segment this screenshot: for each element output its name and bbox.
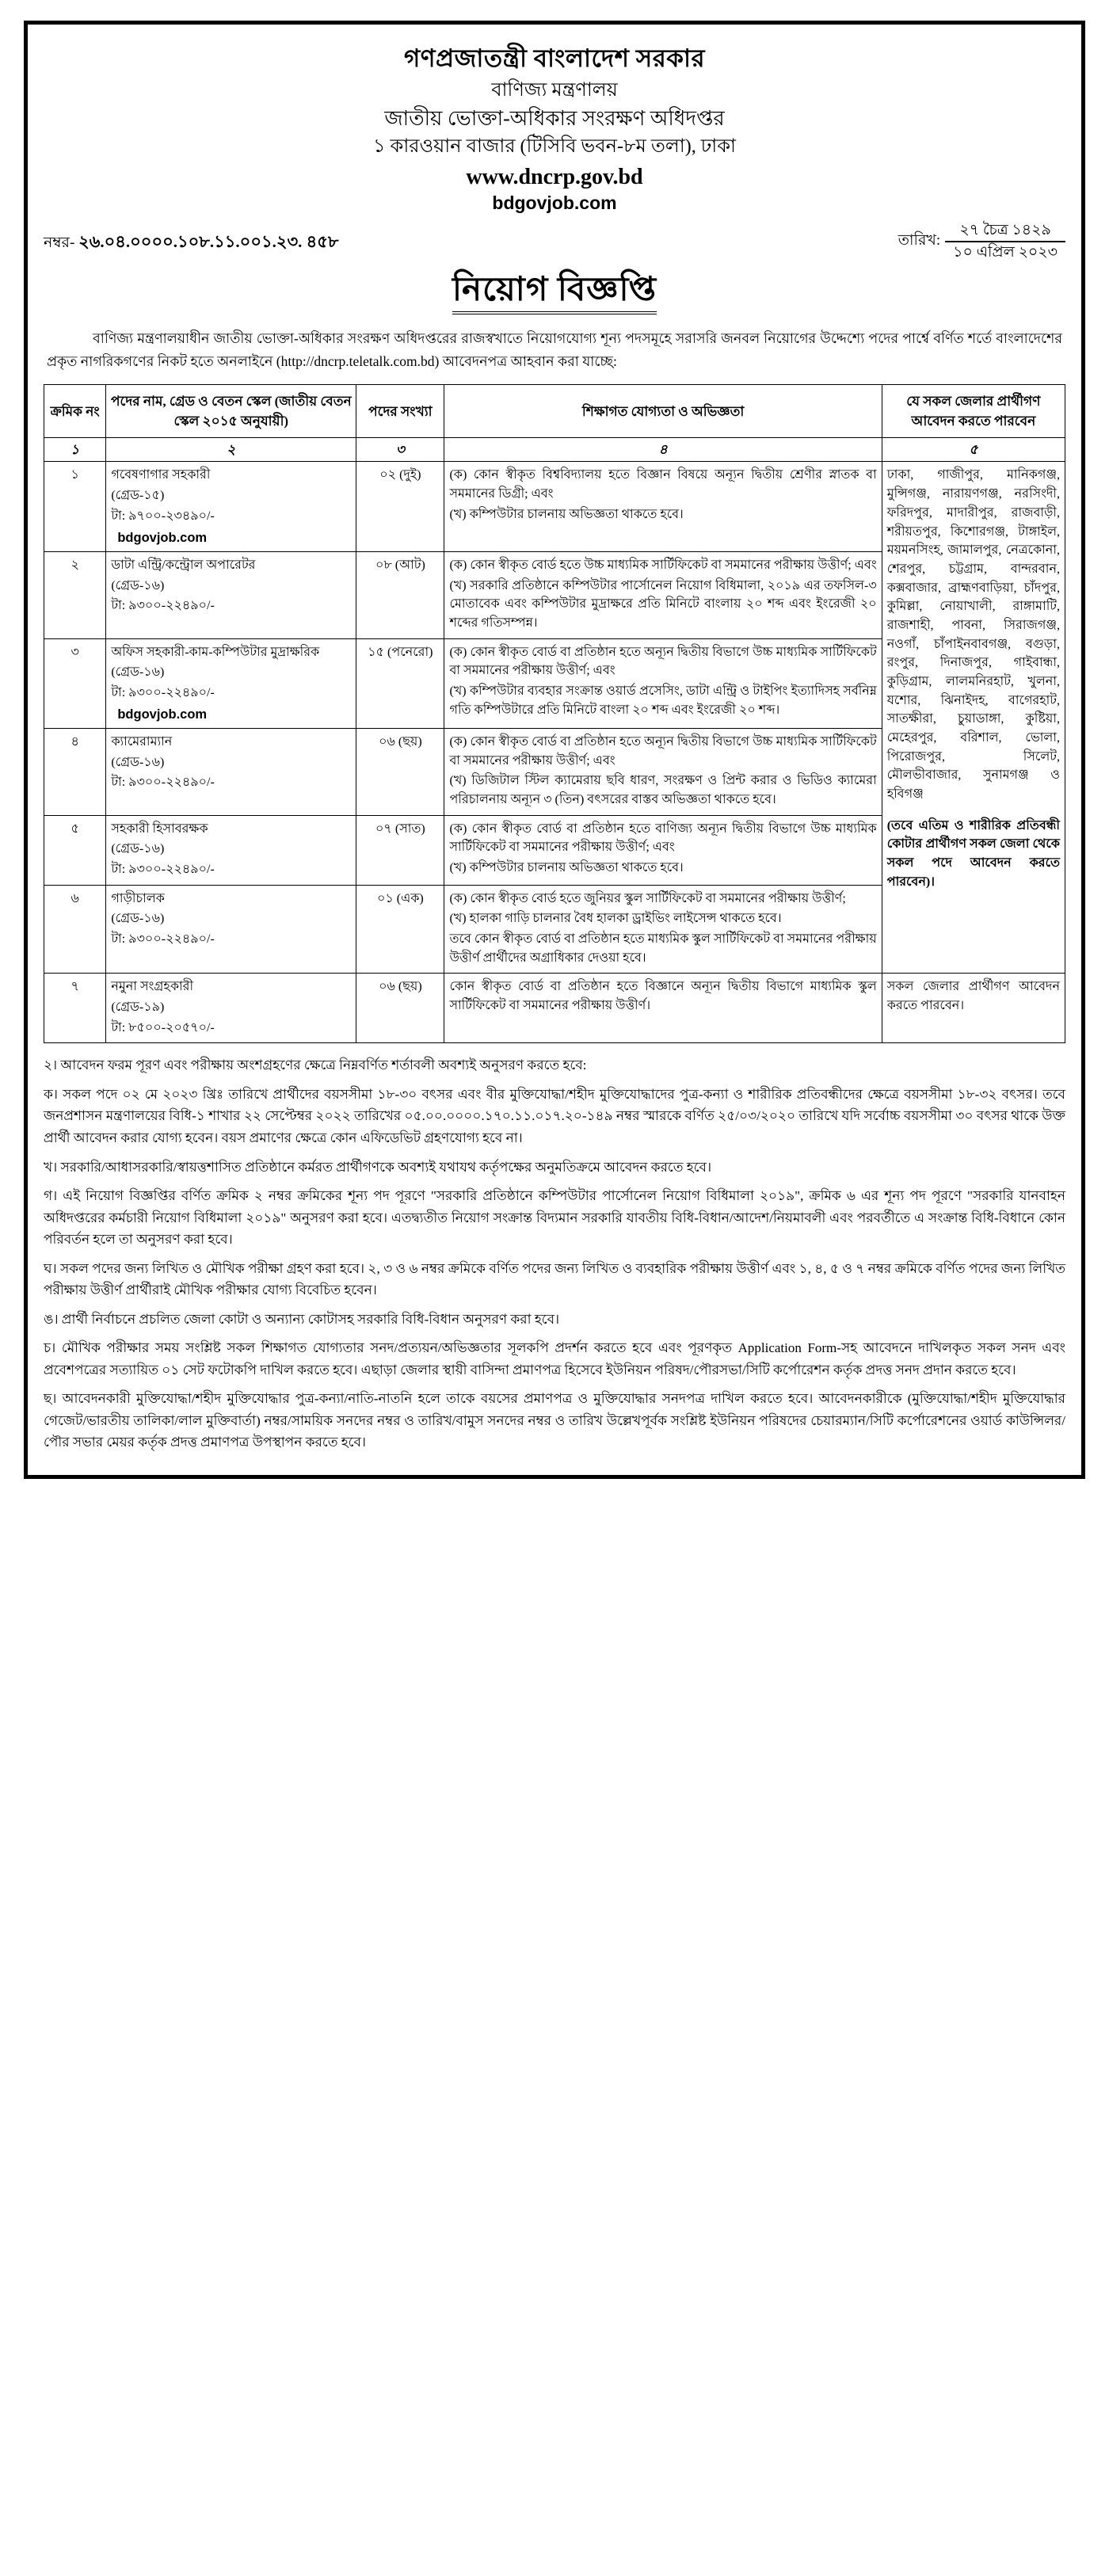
date-bangla: ২৭ চৈত্র ১৪২৯	[945, 221, 1065, 242]
qualification-line: কোন স্বীকৃত বোর্ড বা প্রতিষ্ঠান হতে বিজ্ঞানে অন্যূন দ্বিতীয় বিভাগে মাধ্যমিক স্কুল সার্টিফিকেট বা সমমানের পরীক্ষায় উত্তীর্ণ।	[449, 980, 877, 1013]
cell-vacancy-count: ০৭ (সাত)	[356, 815, 444, 885]
site-watermark: bdgovjob.com	[492, 192, 617, 214]
post-salary: টা: ৮৫০০-২০৫৭০/-	[111, 1020, 215, 1035]
qualification-line: (খ) কম্পিউটার ব্যবহার সংক্রান্ত ওয়ার্ড প্রসেসিং, ডাটা এন্ট্রি ও টাইপিং ইত্যাদিসহ সর্বনিম্ন গতি কম্পিউটারে প্রতি মিনিটে বাংলা ২০ শব্দ এবং ইংরেজী ২০ শব্দ।	[449, 684, 877, 717]
cell-districts	[882, 462, 1065, 974]
post-title: সহকারী হিসাবরক্ষক	[111, 821, 208, 836]
header-vacancy-count: পদের সংখ্যা	[356, 385, 444, 438]
cell-serial: ১	[44, 462, 106, 551]
cell-qualification	[444, 462, 882, 551]
page-title	[44, 263, 1065, 319]
cell-vacancy-count: ০১ (এক)	[356, 885, 444, 974]
post-title: ডাটা এন্ট্রি/কন্ট্রোল অপারেটর	[111, 558, 256, 572]
cell-vacancy-count: ০৮ (আট)	[356, 551, 444, 638]
post-grade: (গ্রেড-১৬)	[111, 665, 165, 680]
districts-list: ঢাকা, গাজীপুর, মানিকগঞ্জ, মুন্সিগঞ্জ, নারায়ণগঞ্জ, নরসিংদী, ফরিদপুর, মাদারীপুর, রাজবাড়ী, শরীয়তপুর, কিশোরগঞ্জ, টাঙ্গাইল, ময়মনসিংহ, জামালপুর, নেত্রকোনা, শেরপুর, চট্টগ্রাম, বান্দরবান, কক্সবাজার, ব্রাহ্মণবাড়িয়া, চাঁদপুর, কুমিল্লা, নোয়াখালী, রাঙ্গামাটি, রাজশাহী, পাবনা, সিরাজগঞ্জ, নওগাঁ, চাঁপাইনবাবগঞ্জ, বগুড়া, রংপুর, দিনাজপুর, গাইবান্ধা, কুড়িগ্রাম, লালমনিরহাট, খুলনা, যশোর, ঝিনাইদহ, বাগেরহাট, সাতক্ষীরা, চুয়াডাঙ্গা, কুষ্টিয়া, মেহেরপুর, বরিশাল, ভোলা, পিরোজপুর, সিলেট, মৌলভীবাজার, সুনামগঞ্জ ও হবিগঞ্জ	[886, 468, 1060, 801]
colnum-1: ১	[44, 438, 106, 462]
post-grade: (গ্রেড-১৯)	[111, 1000, 165, 1015]
header-districts: যে সকল জেলার প্রার্থীগণ আবেদন করতে পারবেন	[882, 385, 1065, 438]
colnum-3: ৩	[356, 438, 444, 462]
date-english: ১০ এপ্রিল ২০২৩	[953, 243, 1058, 261]
header-post-name: পদের নাম, গ্রেড ও বেতন স্কেল (জাতীয় বেতন স্কেল ২০১৫ অনুযায়ী)	[106, 385, 356, 438]
cell-post-name	[106, 729, 356, 816]
condition-item: খ। সরকারি/আধাসরকারি/স্বায়ত্তশাসিত প্রতিষ্ঠানে কর্মরত প্রার্থীগণকে অবশ্যই যথাযথ কর্তৃপক্ষের অনুমতিক্রমে আবেদন করতে হবে।	[44, 1159, 712, 1175]
cell-qualification	[444, 729, 882, 816]
cell-post-name	[106, 974, 356, 1043]
post-title: অফিস সহকারী-কাম-কম্পিউটার মুদ্রাক্ষরিক	[111, 645, 320, 659]
cell-post-name	[106, 815, 356, 885]
row-watermark: bdgovjob.com	[117, 530, 208, 545]
cell-serial: ৭	[44, 974, 106, 1043]
cell-post-name	[106, 462, 356, 551]
condition-item: ক। সকল পদে ০২ মে ২০২৩ খ্রিঃ তারিখে প্রার্থীদের বয়সসীমা ১৮-৩০ বৎসর এবং বীর মুক্তিযোদ্ধা/শহীদ মুক্তিযোদ্ধাদের পুত্র-কন্যা ও শারীরিক প্রতিবন্ধীদের ক্ষেত্রে বয়সসীমা ১৮-৩২ বৎসর। তবে জনপ্রশাসন মন্ত্রণালয়ের বিধি-১ শাখার ২২ সেপ্টেম্বর ২০২২ তারিখের ০৫.০০.০০০০.১৭০.১১.০১৭.২০-১৪৯ নম্বর স্মারকে বর্ণিত ২৫/০৩/২০২০ তারিখে যদি সর্বোচ্চ বয়সসীমা ৩০ বৎসর থাকে উক্ত প্রার্থী আবেদন করার যোগ্য হবেন। বয়স প্রমাণের ক্ষেত্রে কোন এফিডেভিট গ্রহণযোগ্য হবে না।	[44, 1086, 1065, 1146]
cell-serial: ২	[44, 551, 106, 638]
cell-serial: ৩	[44, 638, 106, 728]
header-qualification: শিক্ষাগত যোগ্যতা ও অভিজ্ঞতা	[444, 385, 882, 438]
document-header	[44, 44, 1065, 215]
qualification-line: (খ) কম্পিউটার চালনায় অভিজ্ঞতা থাকতে হবে।	[449, 507, 684, 521]
condition-item: ২। আবেদন ফরম পূরণ এবং পরীক্ষায় অংশগ্রহণের ক্ষেত্রে নিম্নবর্ণিত শর্তাবলী অবশ্যই অনুসরণ করতে হবে:	[44, 1057, 587, 1073]
qualification-line: (ক) কোন স্বীকৃত বোর্ড বা প্রতিষ্ঠান হতে অন্যূন দ্বিতীয় বিভাগে উচ্চ মাধ্যমিক সার্টিফিকেট বা সমমানের পরীক্ষায় উত্তীর্ণ; এবং	[449, 735, 877, 768]
qualification-line: (ক) কোন স্বীকৃত বোর্ড হতে উচ্চ মাধ্যমিক সার্টিফিকেট বা সমমানের পরীক্ষায় উত্তীর্ণ; এবং	[449, 558, 877, 572]
issue-date	[898, 221, 1065, 262]
qualification-line: (ক) কোন স্বীকৃত বোর্ড হতে জুনিয়র স্কুল সার্টিফিকেট বা সমমানের পরীক্ষায় উত্তীর্ণ;	[449, 891, 846, 905]
post-title: ক্যামেরাম্যান	[111, 735, 173, 749]
post-salary: টা: ৯৩০০-২২৪৯০/-	[111, 775, 215, 790]
post-grade: (গ্রেড-১৬)	[111, 755, 165, 769]
row-watermark: bdgovjob.com	[117, 707, 208, 722]
colnum-4: ৪	[444, 438, 882, 462]
post-title: নমুনা সংগ্রহকারী	[111, 980, 194, 994]
office-address: ১ কারওয়ান বাজার (টিসিবি ভবন-৮ম তলা), ঢাকা	[372, 136, 737, 158]
column-number-row	[44, 438, 1065, 462]
memo-number-value: ২৬.০৪.০০০০.১০৮.১১.০০১.২৩. ৪৫৮	[78, 231, 339, 251]
cell-vacancy-count: ০২ (দুই)	[356, 462, 444, 551]
qualification-line: (ক) কোন স্বীকৃত বিশ্ববিদ্যালয় হতে বিজ্ঞান বিষয়ে অন্যূন দ্বিতীয় শ্রেণীর স্নাতক বা সমমানের ডিগ্রী; এবং	[449, 468, 877, 501]
government-name: গণপ্রজাতন্ত্রী বাংলাদেশ সরকার	[403, 44, 706, 72]
condition-item: গ। এই নিয়োগ বিজ্ঞপ্তির বর্ণিত ক্রমিক ২ নম্বর ক্রমিকের শূন্য পদ পূরণে "সরকারি প্রতিষ্ঠানে কম্পিউটার পার্সোনেল নিয়োগ বিধিমালা ২০১৯", ক্রমিক ৬ এর শূন্য পদ পূরণে "সরকারি যানবাহন অধিদপ্তরের কর্মচারী নিয়োগ বিধিমালা ২০১৯" অনুসরণ করা হবে। এতদ্ব্যতীত নিয়োগ সংক্রান্ত বিদ্যমান সরকারি যাবতীয় বিধি-বিধান/আদেশ/নিয়মাবলী এবং পরবর্তীতে এ সংক্রান্ত বিধি-বিধানে কোন পরিবর্তন হলে তা অনুসরণ করা হবে।	[44, 1188, 1065, 1248]
qualification-line: (ক) কোন স্বীকৃত বোর্ড বা প্রতিষ্ঠান হতে অন্যূন দ্বিতীয় বিভাগে উচ্চ মাধ্যমিক সার্টিফিকেট বা সমমানের পরীক্ষায় উত্তীর্ণ; এবং	[449, 645, 877, 678]
vacancy-table	[44, 384, 1065, 1043]
table-row	[44, 462, 1065, 551]
qualification-line: (খ) ডিজিটাল স্টিল ক্যামেরায় ছবি ধারণ, সংরক্ষণ ও প্রিন্ট করার ও ভিডিও ক্যামেরা পরিচালনায় অন্যূন ৩ (তিন) বৎসরের বাস্তব অভিজ্ঞতা থাকতে হবে।	[449, 774, 877, 807]
date-fraction	[945, 221, 1065, 262]
districts-quota-note: (তবে এতিম ও শারীরিক প্রতিবন্ধী কোটার প্রার্থীগণ সকল জেলা থেকে সকল পদে আবেদন করতে পারবেন)।	[886, 818, 1060, 889]
cell-qualification	[444, 885, 882, 974]
condition-item: ছ। আবেদনকারী মুক্তিযোদ্ধা/শহীদ মুক্তিযোদ্ধার পুত্র-কন্যা/নাতি-নাতনি হলে তাকে বয়সের প্রমাণপত্র ও মুক্তিযোদ্ধার সনদপত্র দাখিল করতে হবে। আবেদনকারীকে (মুক্তিযোদ্ধা/শহীদ মুক্তিযোদ্ধার গেজেট/ভারতীয় তালিকা/লাল মুক্তিবার্তা) নম্বর/সাময়িক সনদের নম্বর ও তারিখ/বামুস সনদের নম্বর ও তারিখ উল্লেখপূর্বক সংশ্লিষ্ট ইউনিয়ন পরিষদের চেয়ারম্যান/সিটি কর্পোরেশনের ওয়ার্ড কাউন্সিলর/পৌর সভার মেয়র কর্তৃক প্রদত্ত প্রমাণপত্র উপস্থাপন করতে হবে।	[44, 1391, 1065, 1450]
intro-paragraph: বাণিজ্য মন্ত্রণালয়াধীন জাতীয় ভোক্তা-অধিকার সংরক্ষণ অধিদপ্তরের রাজস্বখাতে নিয়োগযোগ্য শূন্য পদসমূহে সরাসরি জনবল নিয়োগের উদ্দেশ্যে পদের পার্শ্বে বর্ণিত শর্তে বাংলাদেশের প্রকৃত নাগরিকগণের নিকট হতে অনলাইনে (http://dncrp.teletalk.com.bd) আবেদনপত্র আহবান করা যাচ্ছে:	[47, 330, 1062, 370]
table-header-row	[44, 385, 1065, 438]
qualification-line: (খ) কম্পিউটার চালনায় অভিজ্ঞতা থাকতে হবে।	[449, 861, 684, 875]
page-title-text: নিয়োগ বিজ্ঞপ্তি	[452, 272, 657, 314]
cell-post-name	[106, 551, 356, 638]
cell-qualification	[444, 638, 882, 728]
cell-vacancy-count: ১৫ (পনেরো)	[356, 638, 444, 728]
cell-qualification	[444, 974, 882, 1043]
document-frame	[24, 21, 1085, 1479]
table-row	[44, 974, 1065, 1043]
ministry-name: বাণিজ্য মন্ত্রণালয়	[491, 79, 618, 101]
date-label: তারিখ:	[897, 231, 941, 249]
post-grade: (গ্রেড-১৬)	[111, 912, 165, 926]
cell-qualification	[444, 815, 882, 885]
official-website[interactable]: www.dncrp.gov.bd	[466, 164, 643, 189]
header-serial: ক্রমিক নং	[44, 385, 106, 438]
post-title: গবেষণাগার সহকারী	[111, 468, 211, 482]
post-salary: টা: ৯৩০০-২২৪৯০/-	[111, 599, 215, 613]
colnum-5: ৫	[882, 438, 1065, 462]
conditions-section	[44, 1054, 1065, 1454]
directorate-name: জাতীয় ভোক্তা-অধিকার সংরক্ষণ অধিদপ্তর	[384, 107, 725, 131]
post-salary: টা: ৯৩০০-২২৪৯০/-	[111, 685, 215, 699]
cell-serial: ৬	[44, 885, 106, 974]
cell-vacancy-count: ০৬ (ছয়)	[356, 974, 444, 1043]
cell-vacancy-count: ০৬ (ছয়)	[356, 729, 444, 816]
post-salary: টা: ৯৭০০-২৩৪৯০/-	[111, 509, 215, 523]
memo-label: নম্বর-	[44, 234, 75, 251]
qualification-line: (ক) কোন স্বীকৃত বোর্ড বা প্রতিষ্ঠান হতে বাণিজ্য অন্যূন দ্বিতীয় বিভাগে উচ্চ মাধ্যমিক সার্টিফিকেট বা সমমানের পরীক্ষায় উত্তীর্ণ; এবং	[449, 821, 877, 855]
memo-date-row	[44, 221, 1065, 262]
post-salary: টা: ৯৩০০-২২৪৯০/-	[111, 932, 215, 947]
cell-serial: ৪	[44, 729, 106, 816]
vacancy-table-body	[44, 462, 1065, 1043]
condition-item: ঘ। সকল পদের জন্য লিখিত ও মৌখিক পরীক্ষা গ্রহণ করা হবে। ২, ৩ ও ৬ নম্বর ক্রমিকে বর্ণিত পদের জন্য লিখিত ও ব্যবহারিক পরীক্ষায় উত্তীর্ণ এবং ১, ৪, ৫ ও ৭ নম্বর ক্রমিকে বর্ণিত পদের জন্য লিখিত পরীক্ষায় উত্তীর্ণ প্রার্থীরাই মৌখিক পরীক্ষার যোগ্য বিবেচিত হবেন।	[44, 1260, 1065, 1298]
condition-item: ঙ। প্রার্থী নির্বাচনে প্রচলিত জেলা কোটা ও অন্যান্য কোটাসহ সরকারি বিধি-বিধান অনুসরণ করা হবে।	[44, 1311, 560, 1327]
post-grade: (গ্রেড-১৬)	[111, 842, 165, 856]
cell-post-name	[106, 638, 356, 728]
condition-item: চ। মৌখিক পরীক্ষার সময় সংশ্লিষ্ট সকল শিক্ষাগত যোগ্যতার সনদ/প্রত্যয়ন/অভিজ্ঞতার সূলকপি প্রদর্শন করতে হবে এবং পূরণকৃত Application Form-সহ আবেদনে দাখিলকৃত সকল সনদ এবং প্রবেশপত্রের সত্যায়িত ০১ সেট ফটোকপি দাখিল করতে হবে। এছাড়া জেলার স্থায়ী বাসিন্দা প্রমাণপত্র হিসেবে ইউনিয়ন পরিষদ/পৌরসভা/সিটি কর্পোরেশন কর্তৃক প্রদত্ত সনদ প্রদান করতে হবে।	[44, 1340, 1065, 1378]
post-salary: টা: ৯৩০০-২২৪৯০/-	[111, 863, 215, 877]
qualification-line: (খ) হালকা গাড়ি চালনার বৈধ হালকা ড্রাইভিং লাইসেন্স থাকতে হবে।	[449, 912, 782, 926]
cell-districts-all: সকল জেলার প্রার্থীগণ আবেদন করতে পারবেন।	[882, 974, 1065, 1043]
cell-qualification	[444, 551, 882, 638]
post-grade: (গ্রেড-১৫)	[111, 489, 165, 503]
qualification-line: তবে কোন স্বীকৃত বোর্ড বা প্রতিষ্ঠান হতে মাধ্যমিক স্কুল সার্টিফিকেট বা সমমানের পরীক্ষায় উত্তীর্ণ প্রার্থীদের অগ্রাধিকার দেওয়া হবে।	[449, 932, 877, 965]
cell-serial: ৫	[44, 815, 106, 885]
memo-number	[44, 221, 339, 257]
colnum-2: ২	[106, 438, 356, 462]
post-title: গাড়ীচালক	[111, 891, 165, 905]
cell-post-name	[106, 885, 356, 974]
qualification-line: (খ) সরকারি প্রতিষ্ঠানে কম্পিউটার পার্সোনেল নিয়োগ বিধিমালা, ২০১৯ এর তফসিল-৩ মোতাবেক এবং কম্পিউটার মুদ্রাক্ষরে প্রতি মিনিটে বাংলায় ২০ শব্দ এবং ইংরেজী ২০ শব্দের গতিসম্পন্ন।	[449, 578, 877, 630]
post-grade: (গ্রেড-১৬)	[111, 578, 165, 593]
